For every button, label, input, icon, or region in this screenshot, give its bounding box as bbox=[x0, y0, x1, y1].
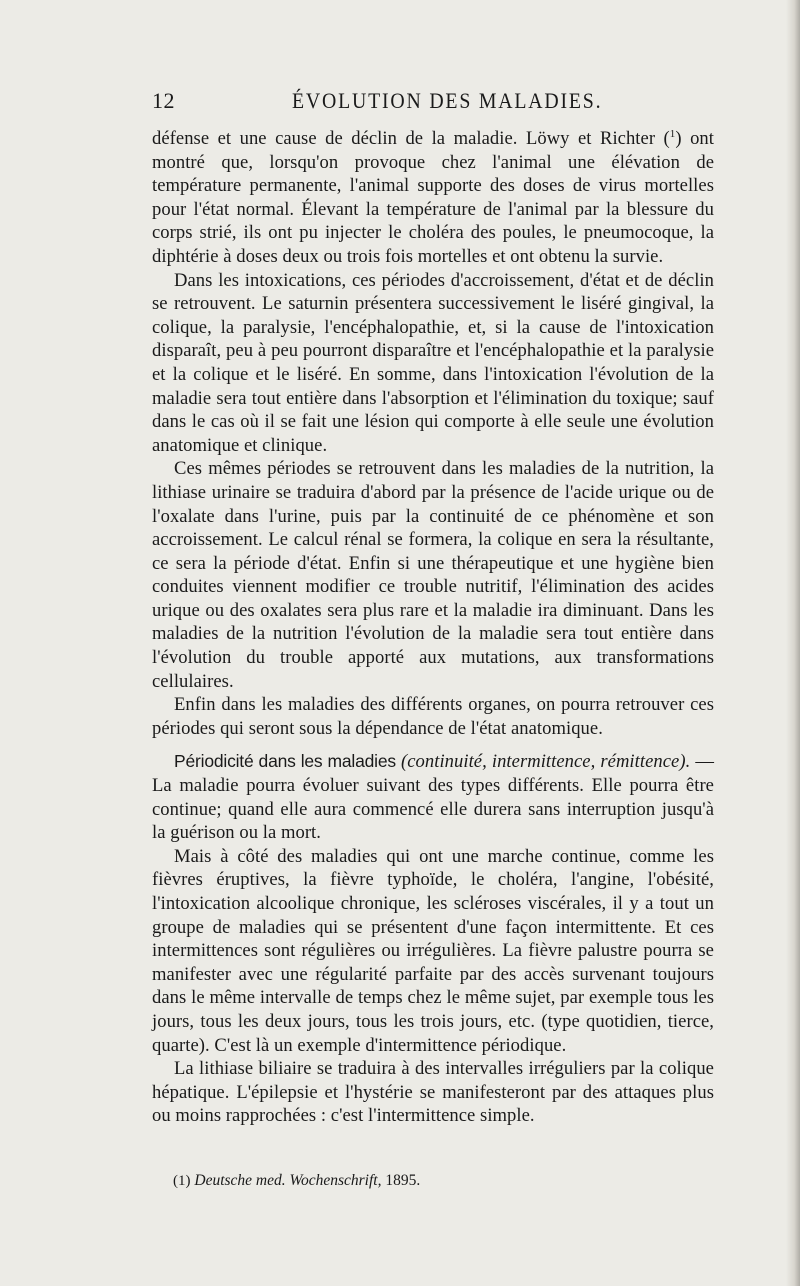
running-head bbox=[152, 84, 714, 116]
section-paragraph bbox=[152, 750, 714, 844]
footnote bbox=[173, 1171, 713, 1191]
page-number: 12 bbox=[152, 88, 175, 113]
paragraph-6: Mais à côté des maladies qui ont une marche continue, comme les fièvres éruptives, la fièvre typhoïde, le choléra, l'angine, l'obésité, l'intoxication alcoolique chronique, les scléroses viscérales, il y a tout un groupe de maladies qui se présentent d'une façon intermittente. Et ces intermittences sont régulières ou irrégulières. La fièvre palustre pourra se manifester avec une régularité parfaite par des accès survenant toujours dans le même intervalle de temps chez le même sujet, par exemple tous les jours, tous les deux jours, tous les trois jours, etc. (type quotidien, tierce, quarte). C'est là un exemple d'intermittence périodique. bbox=[152, 845, 714, 1056]
paragraph-1: défense et une cause de déclin de la maladie. Löwy et Richter ($^1$) ont montré que, lorsqu'on provoque chez l'animal une élévation de température permanente, l'animal supporte des doses de virus mortelles pour l'état normal. Élevant la température de l'animal par la blessure du corps strié, ils ont pu injecter le choléra des poules, le pneumocoque, la diphtérie à doses deux ou trois fois mortelles et ont obtenu la survie. bbox=[152, 127, 714, 267]
paragraph-7: La lithiase biliaire se traduira à des intervalles irréguliers par la colique hépatique. L'épilepsie et l'hystérie se manifesteront par des attaques plus ou moins rapprochées : c'est l'intermittence simple. bbox=[152, 1058, 714, 1127]
paragraph-4: Enfin dans les maladies des différents organes, on pourra retrouver ces périodes qui seront sous la dépendance de l'état anatomique. bbox=[152, 694, 714, 739]
page-edge-shadow bbox=[786, 0, 800, 1286]
section-heading: Périodicité dans les maladies bbox=[174, 751, 396, 772]
running-title: ÉVOLUTION DES MALADIES. bbox=[292, 88, 603, 113]
footnote-source: Deutsche med. Wochenschrift, bbox=[194, 1172, 382, 1189]
paragraph-2: Dans les intoxications, ces périodes d'accroissement, d'état et de déclin se retrouvent. Le saturnin présentera successivement le liséré gingival, la colique, la paralysie, l'encéphalopathie, et, si la cause de l'intoxication disparaît, peu à peu pourront disparaître et l'encéphalopathie et la paralysie et la colique et le liséré. En somme, dans l'intoxication l'évolution de la maladie sera tout entière dans l'absorption et l'élimination du toxique; sauf dans le cas où il se fait une lésion qui comporte à elle seule une évolution anatomique et clinique. bbox=[152, 269, 714, 456]
paragraph-5: — La maladie pourra évoluer suivant des types différents. Elle pourra être continue; quand elle aura commencé elle durera sans interruption jusqu'à la guérison ou la mort. bbox=[152, 751, 714, 844]
footnote-year: 1895. bbox=[385, 1172, 421, 1189]
footnote-mark: (1) bbox=[173, 1173, 191, 1189]
section-heading-italic: (continuité, intermittence, rémittence). bbox=[401, 751, 691, 773]
body-text bbox=[152, 127, 714, 1128]
paragraph-3: Ces mêmes périodes se retrouvent dans les maladies de la nutrition, la lithiase urinaire se traduira d'abord par la présence de l'acide urique ou de l'oxalate dans l'urine, puis par la continuité de ce phénomène et son accroissement. Le calcul rénal se formera, la colique en sera la résultante, ce sera la période d'état. Enfin si une thérapeutique et une hygiène bien conduites viennent modifier ce trouble nutritif, l'élimination des acides urique ou des oxalates sera plus rare et la maladie ira diminuant. Dans les maladies de la nutrition l'évolution de la maladie sera tout entière dans l'évolution du trouble apporté aux mutations, aux transformations cellulaires. bbox=[152, 458, 714, 692]
footnote-marker: 1 bbox=[669, 127, 676, 140]
